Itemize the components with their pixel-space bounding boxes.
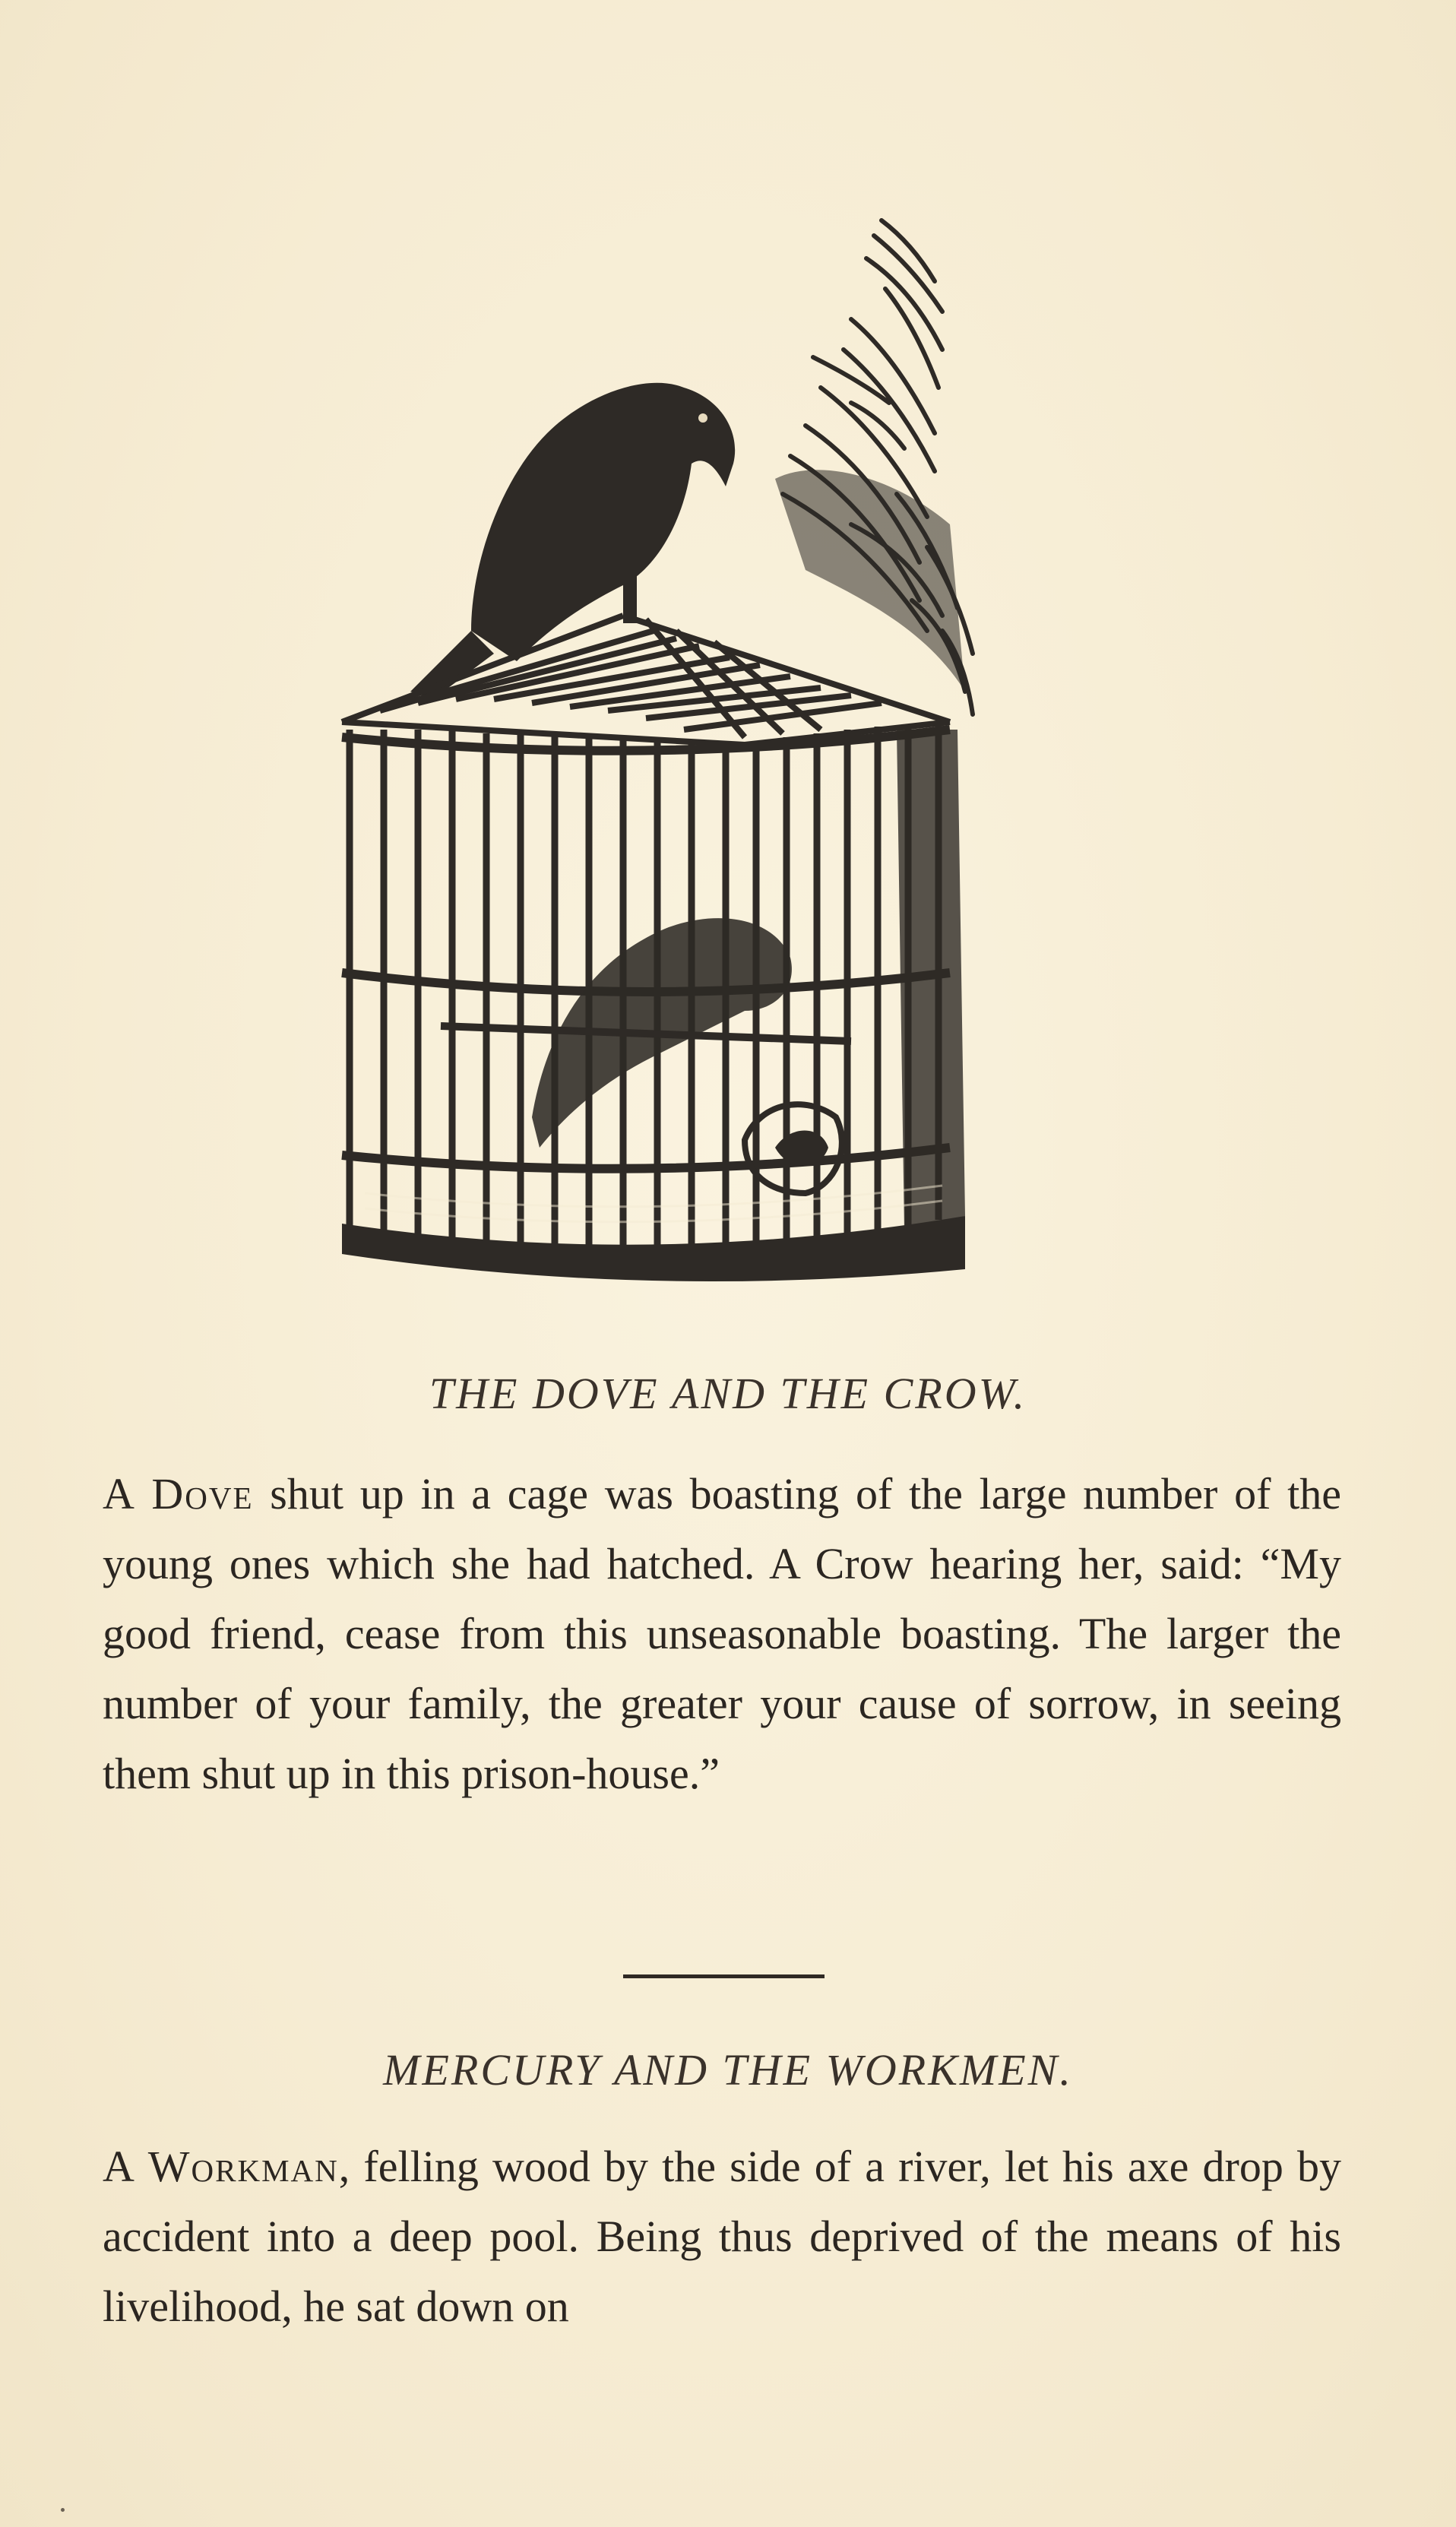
ink-speck bbox=[61, 2508, 65, 2512]
fable-text-dove-crow bbox=[103, 1459, 1341, 1809]
dove-crow-cage-illustration bbox=[319, 205, 1140, 1300]
lead-word: A Dove bbox=[103, 1469, 254, 1518]
crow-eye bbox=[698, 413, 707, 423]
fable-body: shut up in a cage was boasting of the large number of the young ones which she had hatched. A Crow hearing her, said: “My good friend, cease from this unseasonable boasting. The larger the number of your family, the greater your cause of sorrow, in seeing them shut up in this prison-house.” bbox=[103, 1469, 1341, 1798]
crow-body bbox=[471, 383, 735, 661]
lead-word: A Workman bbox=[103, 2142, 339, 2191]
fable-title-dove-crow: THE DOVE AND THE CROW. bbox=[429, 1369, 1027, 1418]
fable-body: , felling wood by the side of a river, let his axe drop by accident into a deep pool. Being thus deprived of the means of his livelihood, he sat down on bbox=[103, 2142, 1341, 2331]
foliage-shadow bbox=[775, 470, 965, 692]
cage-ring bbox=[623, 570, 637, 623]
cage-shadow bbox=[897, 730, 965, 1231]
section-divider bbox=[623, 1974, 825, 1978]
fable-text-mercury-workmen bbox=[103, 2132, 1341, 2342]
cage-base bbox=[342, 1216, 965, 1281]
fable-title-mercury-workmen: MERCURY AND THE WORKMEN. bbox=[383, 2045, 1073, 2095]
